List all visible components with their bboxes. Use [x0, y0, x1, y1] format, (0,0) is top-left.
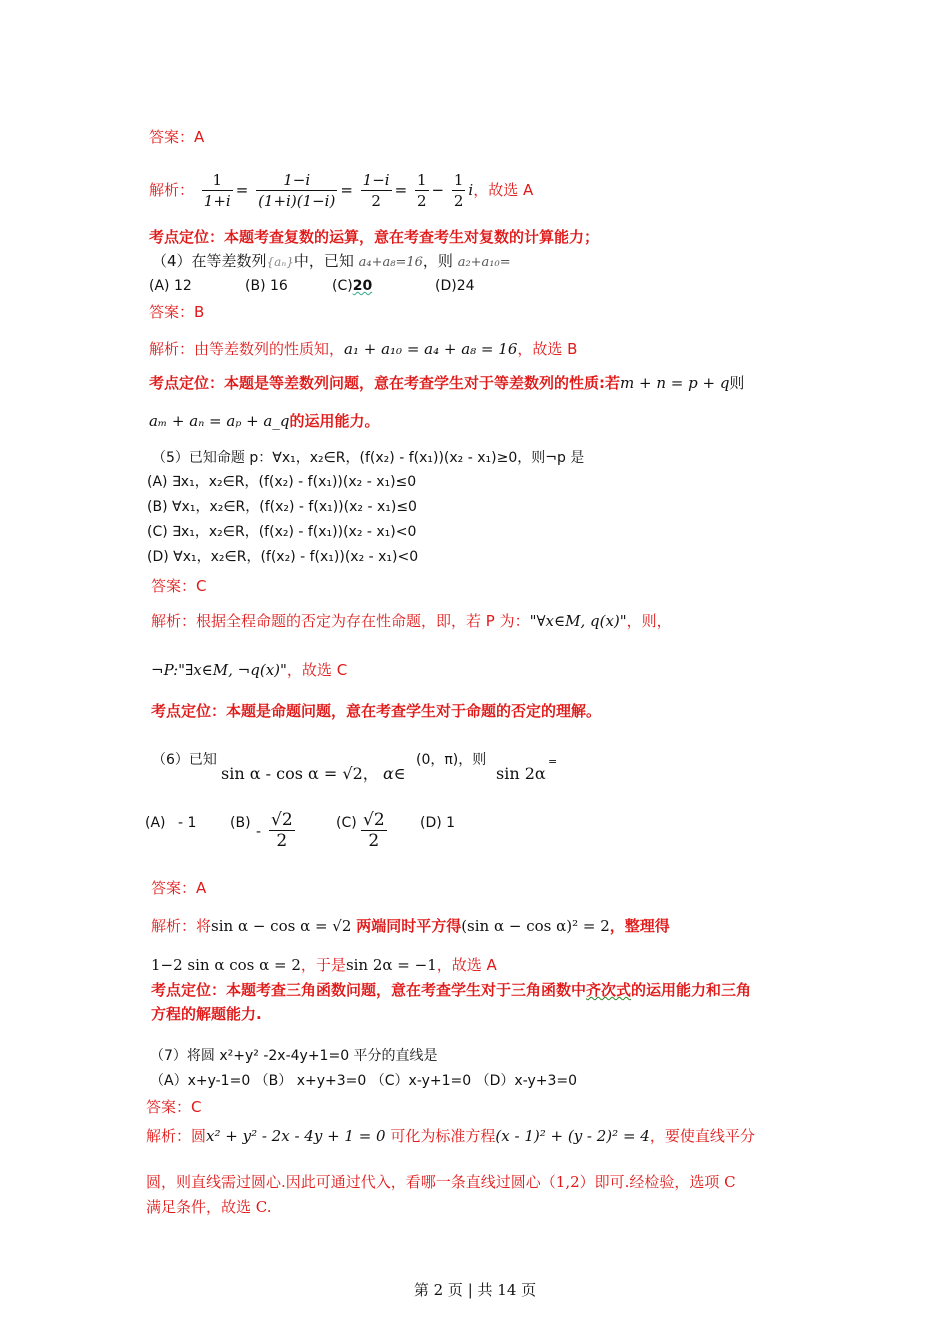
q5-option-d: (D) ∀x₁，x₂∈R，(f(x₂) - f(x₁))(x₂ - x₁)<0 [147, 549, 419, 565]
q3-frac-5: $\frac{1}{2}$ [453, 171, 464, 210]
q5-option-c: (C) ∃x₁，x₂∈R，(f(x₂) - f(x₁))(x₂ - x₁)<0 [147, 524, 417, 540]
q4-point-line2: aₘ + aₙ = aₚ + a_q的运用能力。 [149, 412, 380, 430]
q6-analysis-line1: 解析：将sin α − cos α = √2 两端同时平方得(sin α − cos α)² = 2，整理得 [151, 917, 670, 935]
q6-option-c-label: (C) [336, 815, 357, 831]
q5-stem: （5）已知命题 p：∀x₁，x₂∈R，(f(x₂) - f(x₁))(x₂ - x₁)≥0，则¬p 是 [152, 450, 585, 466]
q5-answer: 答案：C [151, 577, 207, 595]
q7-stem: （7）将圆 x²+y² -2x-4y+1=0 平分的直线是 [150, 1048, 438, 1064]
q4-option-b: (B) 16 [245, 278, 288, 294]
page-footer: 第 2 页 | 共 14 页 [413, 1281, 537, 1299]
q6-option-a: (A) - 1 [145, 815, 197, 831]
q6-point-line1: 考点定位：本题考查三角函数问题，意在考查学生对于三角函数中齐次式的运用能力和三角 [151, 981, 752, 999]
q6-option-b-sign: - [256, 824, 262, 840]
q6-target: sin 2α [496, 764, 546, 783]
q3-answer: 答案：A [149, 128, 205, 146]
q5-option-a: (A) ∃x₁，x₂∈R，(f(x₂) - f(x₁))(x₂ - x₁)≤0 [147, 474, 417, 490]
q6-point-line2: 方程的解题能力. [151, 1005, 262, 1023]
q6-stem-prefix: （6）已知 [152, 752, 217, 768]
q4-stem: （4）在等差数列{aₙ}中，已知 a₄+a₈=16，则 a₂+a₁₀= [152, 252, 511, 270]
q6-interval: (0，π)，则 [416, 752, 487, 768]
q6-target-eq: = [548, 755, 558, 768]
q3-point: 考点定位：本题考查复数的运算，意在考查考生对复数的计算能力； [149, 228, 600, 246]
q5-point: 考点定位：本题是命题问题，意在考查学生对于命题的否定的理解。 [151, 702, 602, 720]
q5-option-b: (B) ∀x₁，x₂∈R，(f(x₂) - f(x₁))(x₂ - x₁)≤0 [147, 499, 417, 515]
q4-option-a: (A) 12 [149, 278, 192, 294]
q5-analysis-line2: ¬P:"∃x∈M, ¬q(x)"，故选 C [151, 661, 348, 679]
q6-analysis-line2: 1−2 sin α cos α = 2，于是sin 2α = −1，故选 A [151, 956, 497, 974]
q4-point-line1: 考点定位：本题是等差数列问题，意在考查学生对于等差数列的性质:若m + n = p + q则 [149, 374, 745, 392]
q7-analysis-line1: 解析：圆x² + y² - 2x - 4y + 1 = 0 可化为标准方程(x - 1)² + (y - 2)² = 4，要使直线平分 [146, 1127, 755, 1145]
q7-options: （A）x+y-1=0 （B） x+y+3=0 （C）x-y+1=0 （D）x-y+3=0 [150, 1073, 578, 1089]
q6-alpha-in: α∈ [383, 764, 406, 783]
q3-frac-4: $\frac{1}{2}$ [416, 171, 427, 210]
q6-option-b-frac: $\frac{√2}{2}$ [271, 810, 293, 851]
q4-option-d: (D)24 [435, 278, 475, 294]
q6-condition: sin α - cos α = √2， [221, 764, 379, 783]
q3-frac-2: $\frac{1-i}{(1+i)(1-i)}$ [258, 171, 336, 210]
q7-answer: 答案：C [146, 1098, 202, 1116]
q6-option-c-frac: $\frac{√2}{2}$ [363, 810, 385, 851]
q4-option-c: (C)20 [332, 278, 373, 294]
q4-answer: 答案：B [149, 303, 205, 321]
q6-answer: 答案：A [151, 879, 207, 897]
q3-conclusion: ，故选 A [473, 181, 534, 199]
q7-analysis-line2: 圆，则直线需过圆心.因此可通过代入，看哪一条直线过圆心（1,2）即可.经检验，选项 C [146, 1173, 736, 1191]
q3-frac-3: $\frac{1-i}{2}$ [362, 171, 390, 210]
q6-option-b-label: (B) [230, 815, 251, 831]
q3-frac-1: $\frac{1}{1+i}$ [203, 171, 231, 210]
q7-analysis-line3: 满足条件，故选 C. [146, 1198, 272, 1216]
q3-analysis: 解析： $\frac{1}{1+i}$ = $\frac{1-i}{(1+i)(1-i)}$ = $\frac{1-i}{2}$ = $\frac{1}{2}$ − $\frac{1}{2}$ i，故选 A [149, 171, 534, 210]
q6-option-d: (D) 1 [420, 815, 456, 831]
q5-analysis-line1: 解析：根据全程命题的否定为存在性命题，即，若 P 为："∀x∈M, q(x)"，则， [151, 612, 672, 630]
q3-analysis-label: 解析： [149, 181, 195, 199]
q4-analysis: 解析：由等差数列的性质知，a₁ + a₁₀ = a₄ + a₈ = 16，故选 B [149, 340, 578, 358]
